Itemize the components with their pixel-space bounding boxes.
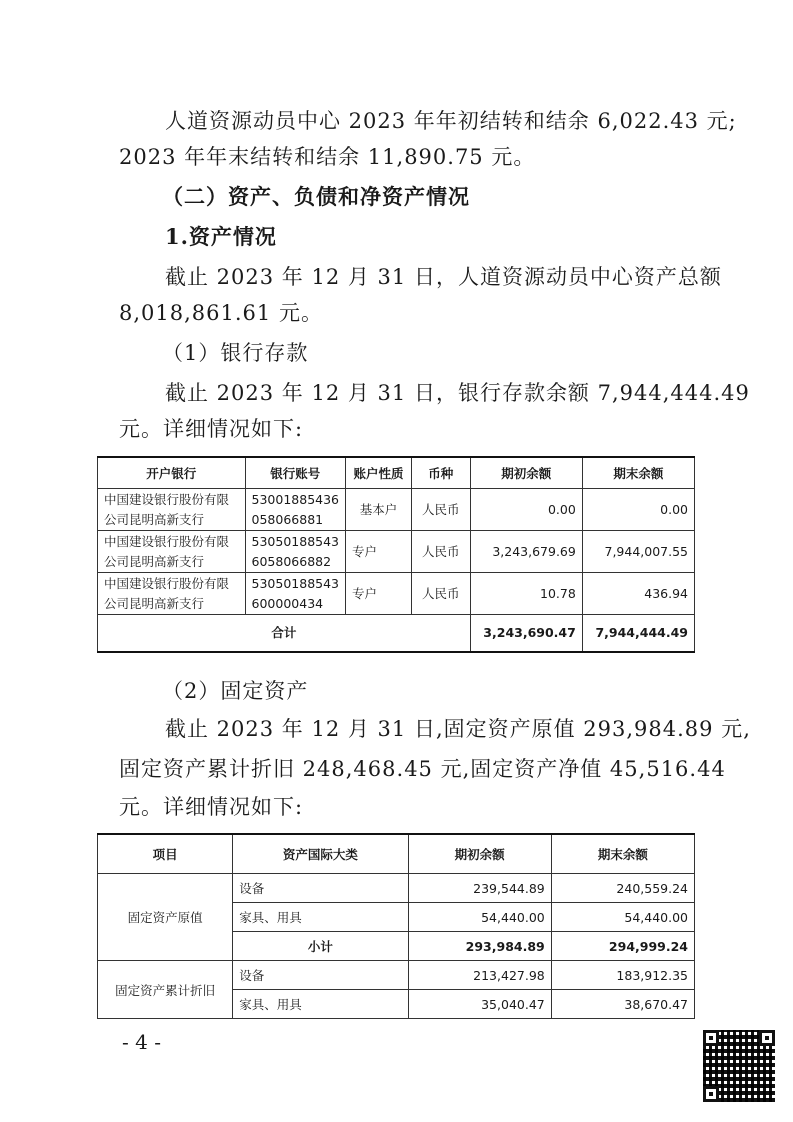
- begin-balance-cell: 54,440.00: [408, 903, 551, 932]
- account-type-cell: 专户: [346, 573, 412, 615]
- begin-balance-cell: 0.00: [470, 489, 582, 531]
- paragraph-line: 截止 2023 年 12 月 31 日，银行存款余额 7,944,444.49: [165, 381, 750, 405]
- subsection-heading: 1.资产情况: [165, 224, 277, 249]
- category-cell: 家具、用具: [233, 990, 408, 1019]
- group-label-cell: 固定资产原值: [98, 874, 233, 961]
- end-balance-cell: 183,912.35: [551, 961, 694, 990]
- currency-cell: 人民币: [411, 573, 470, 615]
- paragraph-line: 截止 2023 年 12 月 31 日,固定资产原值 293,984.89 元,: [165, 717, 751, 741]
- table-row: [98, 531, 695, 573]
- account-type-cell: 专户: [346, 531, 412, 573]
- page-number: - 4 -: [122, 1030, 161, 1054]
- total-row: [98, 615, 695, 653]
- fixed-asset-table: [97, 833, 695, 1019]
- col-header: 开户银行: [98, 457, 246, 489]
- end-balance-cell: 7,944,007.55: [582, 531, 694, 573]
- end-balance-cell: 38,670.47: [551, 990, 694, 1019]
- col-header: 期末余额: [582, 457, 694, 489]
- table-row: [98, 874, 695, 903]
- paragraph-line: 元。详细情况如下:: [119, 795, 304, 819]
- col-header: 账户性质: [346, 457, 412, 489]
- category-cell: 设备: [233, 874, 408, 903]
- paragraph-line: 2023 年年末结转和结余 11,890.75 元。: [119, 145, 536, 169]
- end-balance-cell: 240,559.24: [551, 874, 694, 903]
- table-header-row: [98, 834, 695, 874]
- account-cell: 53050188543 6058066882: [245, 531, 345, 573]
- total-label: 合计: [98, 615, 471, 653]
- table-row: [98, 573, 695, 615]
- subtotal-end-cell: 294,999.24: [551, 932, 694, 961]
- subtotal-begin-cell: 293,984.89: [408, 932, 551, 961]
- total-end-cell: 7,944,444.49: [582, 615, 694, 653]
- end-balance-cell: 436.94: [582, 573, 694, 615]
- category-cell: 家具、用具: [233, 903, 408, 932]
- account-cell: 53001885436 058066881: [245, 489, 345, 531]
- category-cell: 设备: [233, 961, 408, 990]
- group-label-cell: 固定资产累计折旧: [98, 961, 233, 1019]
- table-header-row: [98, 457, 695, 489]
- total-begin-cell: 3,243,690.47: [470, 615, 582, 653]
- col-header: 银行账号: [245, 457, 345, 489]
- paragraph-line: 固定资产累计折旧 248,468.45 元,固定资产净值 45,516.44: [119, 757, 726, 781]
- account-type-cell: 基本户: [346, 489, 412, 531]
- col-header: 期初余额: [408, 834, 551, 874]
- col-header: 资产国际大类: [233, 834, 408, 874]
- end-balance-cell: 0.00: [582, 489, 694, 531]
- bank-name-cell: 中国建设银行股份有限 公司昆明高新支行: [98, 489, 246, 531]
- begin-balance-cell: 213,427.98: [408, 961, 551, 990]
- item-heading: （2）固定资产: [162, 679, 309, 703]
- paragraph-line: 截止 2023 年 12 月 31 日，人道资源动员中心资产总额: [165, 265, 722, 289]
- bank-name-cell: 中国建设银行股份有限 公司昆明高新支行: [98, 573, 246, 615]
- begin-balance-cell: 35,040.47: [408, 990, 551, 1019]
- begin-balance-cell: 239,544.89: [408, 874, 551, 903]
- section-heading: （二）资产、负债和净资产情况: [162, 184, 470, 209]
- bank-name-cell: 中国建设银行股份有限 公司昆明高新支行: [98, 531, 246, 573]
- col-header: 币种: [411, 457, 470, 489]
- currency-cell: 人民币: [411, 489, 470, 531]
- begin-balance-cell: 10.78: [470, 573, 582, 615]
- currency-cell: 人民币: [411, 531, 470, 573]
- item-heading: （1）银行存款: [162, 341, 309, 365]
- col-header: 期末余额: [551, 834, 694, 874]
- end-balance-cell: 54,440.00: [551, 903, 694, 932]
- begin-balance-cell: 3,243,679.69: [470, 531, 582, 573]
- col-header: 项目: [98, 834, 233, 874]
- qr-code-icon: [703, 1030, 775, 1102]
- account-cell: 53050188543 600000434: [245, 573, 345, 615]
- subtotal-label: 小计: [233, 932, 408, 961]
- table-row: [98, 489, 695, 531]
- table-row: [98, 961, 695, 990]
- paragraph-line: 8,018,861.61 元。: [119, 301, 323, 325]
- paragraph-line: 元。详细情况如下:: [119, 417, 304, 441]
- paragraph-line: 人道资源动员中心 2023 年年初结转和结余 6,022.43 元;: [165, 109, 737, 133]
- col-header: 期初余额: [470, 457, 582, 489]
- bank-deposit-table: [97, 456, 695, 653]
